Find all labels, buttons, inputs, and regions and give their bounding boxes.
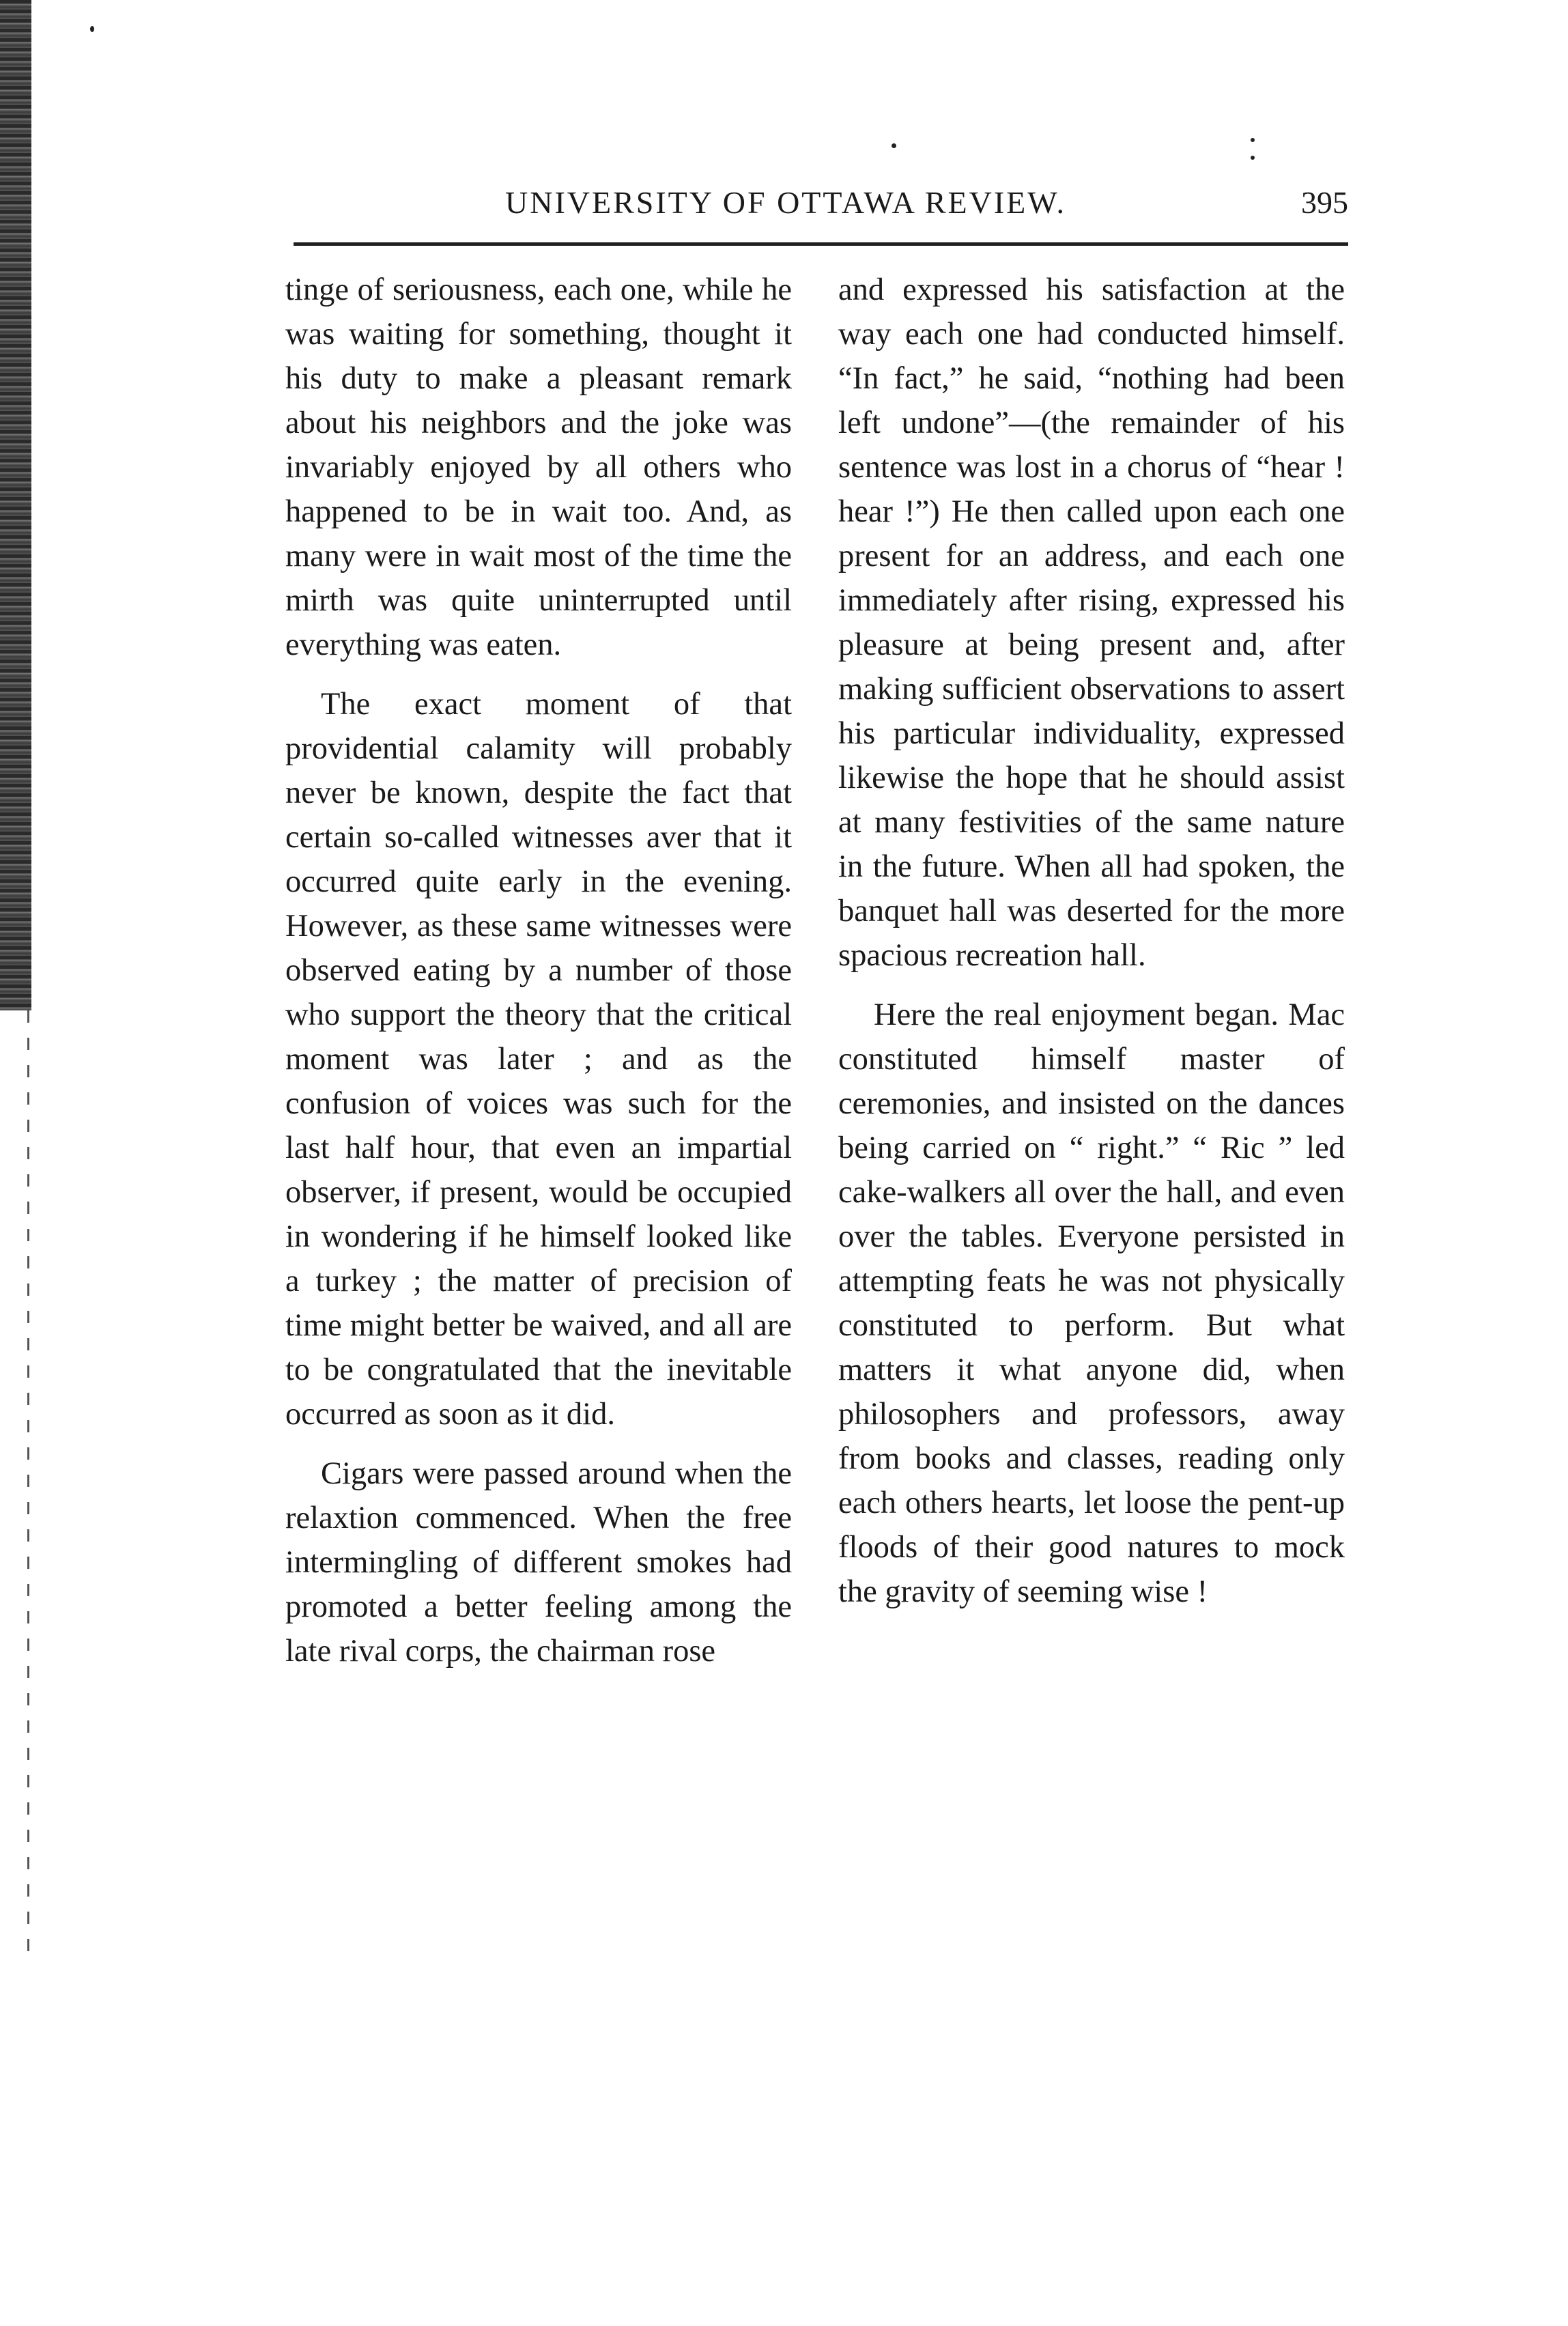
header-rule [294,242,1348,246]
binding-edge [0,0,31,1010]
page-header [294,184,1348,232]
text-column-right [838,268,1345,1614]
print-speck [1251,138,1255,142]
paragraph: Here the real enjoyment began. Mac constituted himself master of ceremonies, and insisted on the dances being carried on “ right.” “ Ric ” led cake-walkers all over the hall, and even over the tables. Everyone persisted in attempting feats he was not physically constituted to perform. But what matters it what anyone did, when philosophers and professors, away from books and classes, reading only each others hearts, let loose the pent-up floods of their good natures to mock the gravity of seeming wise ! [838,997,1345,1609]
running-title: UNIVERSITY OF OTTAWA REVIEW. [505,185,1066,220]
binding-edge-shadow [27,1010,29,1953]
paragraph: and expressed his satisfaction at the way each one had conducted himself. “In fact,” he said, “nothing had been left undone”—(the remainder of his sentence was lost in a chorus of “hear ! hear !”) He then called upon each one present for an address, and each one immediately after rising, expressed his pleasure at being present and, after making sufficient observations to assert his particular individuality, expressed likewise the hope that he should assist at many festivities of the same nature in the future. When all had spoken, the banquet hall was deserted for the more spacious recreation hall. [838,272,1345,973]
paragraph: tinge of seriousness, each one, while he was waiting for something, thought it his duty to make a pleasant remark about his neighbors and the joke was invariably enjoyed by all others who happened to be in wait too. And, as many were in wait most of the time the mirth was quite uninterrupted until everything was eaten. [285,272,792,662]
print-speck [1251,156,1255,160]
page-number: 395 [1301,185,1348,220]
print-speck [892,143,896,148]
print-speck [90,26,94,32]
paragraph: Cigars were passed around when the relaxtion commenced. When the free intermingling of different smokes had promoted a better feeling among the late rival corps, the chairman rose [285,1456,792,1669]
text-column-left [285,268,792,1673]
paragraph: The exact moment of that providential calamity will probably never be known, despite the fact that certain so-called witnesses aver that it occurred quite early in the evening. However, as these same witnesses were observed eating by a number of those who support the theory that the critical moment was later ; and as the confusion of voices was such for the last half hour, that even an impartial observer, if present, would be occupied in wondering if he himself looked like a turkey ; the matter of precision of time might better be waived, and all are to be congratulated that the inevitable occurred as soon as it did. [285,687,792,1432]
